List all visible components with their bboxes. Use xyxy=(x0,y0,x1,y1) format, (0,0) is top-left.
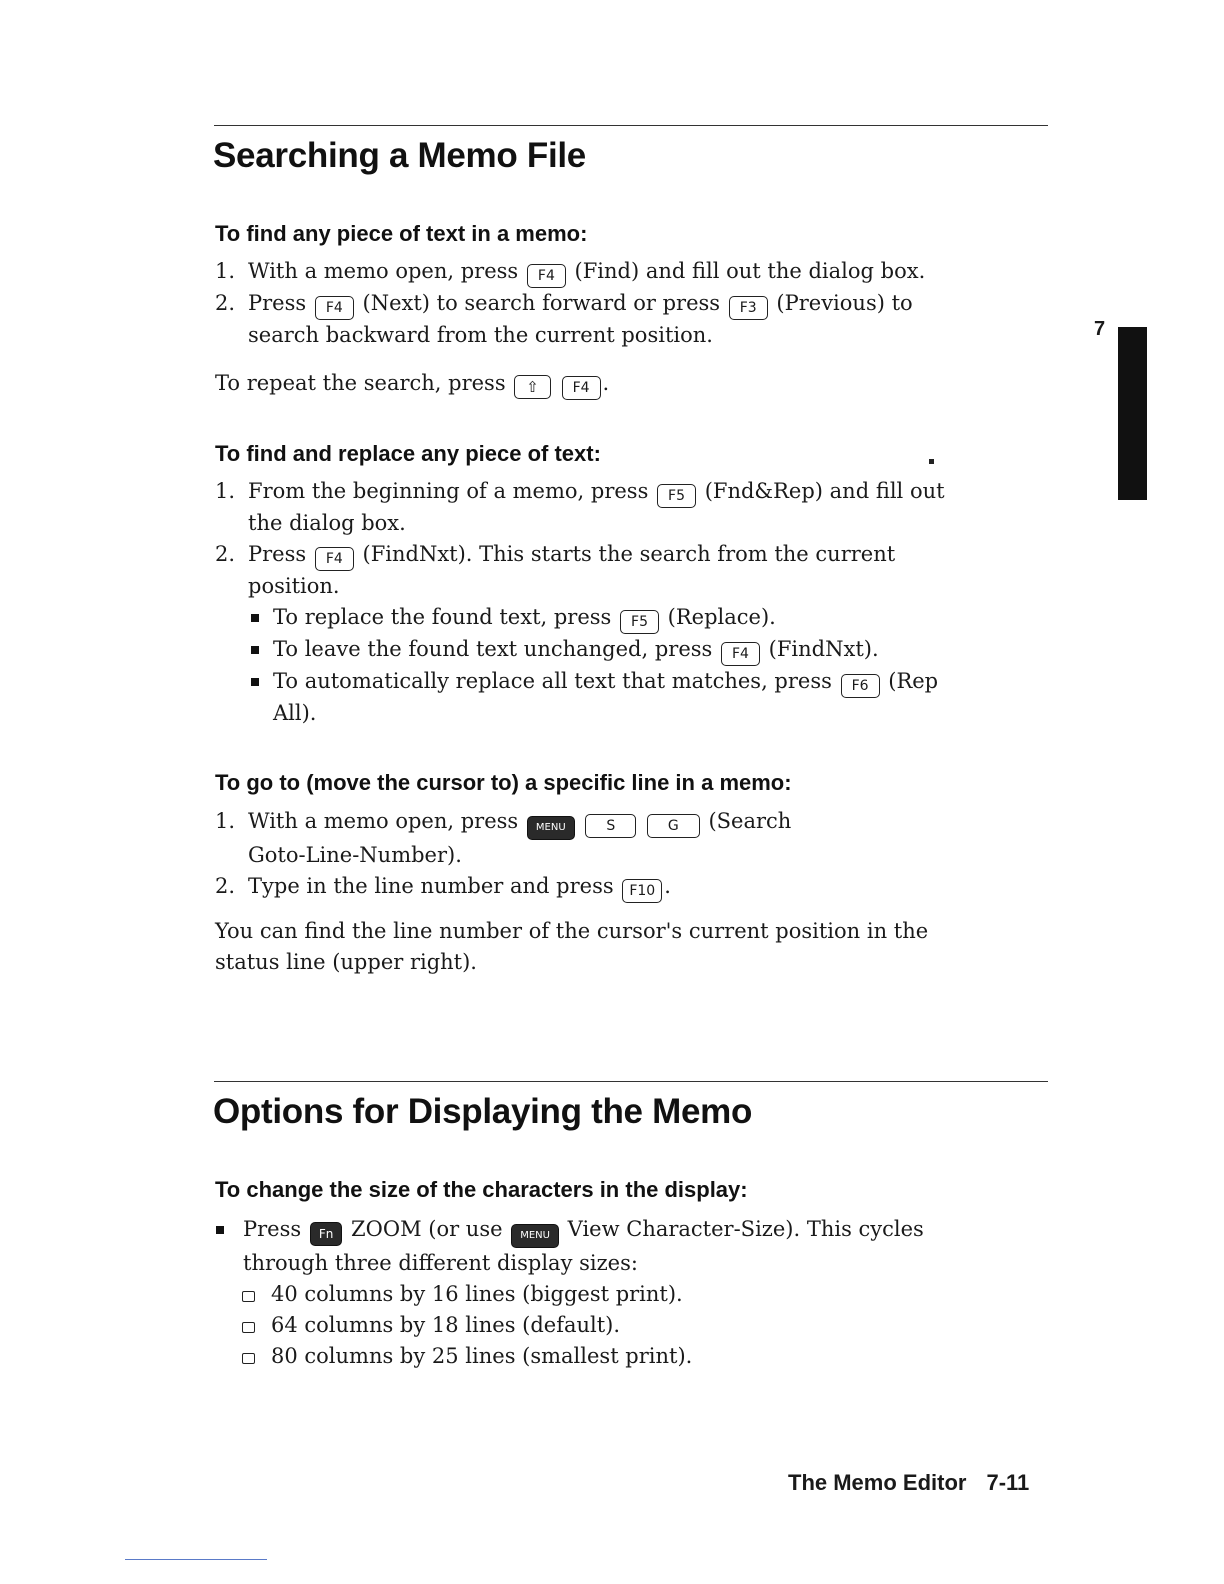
menu-key: MENU xyxy=(511,1224,559,1248)
replace-bullet-1 xyxy=(215,602,1035,634)
step-text: search backward from the current position. xyxy=(248,323,713,347)
replace-bullet-2 xyxy=(215,634,1035,666)
step-end: . xyxy=(664,874,671,898)
goto-steps xyxy=(215,806,1035,903)
menu-key: MENU xyxy=(527,816,575,840)
replace-bullet-3 xyxy=(215,666,1035,698)
step-text: (FindNxt). This starts the search from the current xyxy=(362,542,896,566)
step-number: 1. xyxy=(215,259,236,283)
checkbox-icon xyxy=(242,1353,255,1364)
bullet-text: To leave the found text unchanged, press xyxy=(273,637,713,661)
step-text: (Search xyxy=(708,809,792,833)
subheading-replace: To find and replace any piece of text: xyxy=(215,441,601,466)
f4-key: F4 xyxy=(562,376,601,400)
size-option-text: 40 columns by 16 lines (biggest print). xyxy=(271,1282,683,1306)
step-text: the dialog box. xyxy=(248,511,406,535)
section-title-options: Options for Displaying the Memo xyxy=(213,1092,753,1131)
footer-chapter: The Memo Editor xyxy=(788,1470,967,1495)
shift-key-icon: ⇧ xyxy=(514,375,551,399)
f4-key: F4 xyxy=(315,547,354,571)
subheading-size: To change the size of the characters in the display: xyxy=(215,1177,748,1202)
replace-steps xyxy=(215,476,1035,729)
step-number: 1. xyxy=(215,809,236,833)
f3-key: F3 xyxy=(729,296,768,320)
bullet-square-icon xyxy=(251,646,259,654)
step-text: With a memo open, press xyxy=(248,809,519,833)
section-tab-number: 7 xyxy=(1094,318,1106,340)
size-option xyxy=(215,1341,1035,1372)
f5-key: F5 xyxy=(657,484,696,508)
bullet-text: through three different display sizes: xyxy=(243,1251,638,1275)
repeat-text: To repeat the search, press xyxy=(215,371,506,395)
section-title-searching: Searching a Memo File xyxy=(213,136,586,175)
size-list xyxy=(215,1214,1035,1372)
replace-bullet-3-cont xyxy=(215,698,1035,729)
g-key: G xyxy=(647,814,700,838)
bullet-text: To replace the found text, press xyxy=(273,605,612,629)
stray-dot xyxy=(929,459,934,464)
f4-key: F4 xyxy=(527,264,566,288)
goto-step-1-cont xyxy=(215,840,1035,871)
f4-key: F4 xyxy=(315,296,354,320)
step-text: (Previous) to xyxy=(776,291,913,315)
bullet-text: (FindNxt). xyxy=(768,637,879,661)
fn-key: Fn xyxy=(310,1222,343,1246)
replace-step-1-cont xyxy=(215,508,1035,539)
find-step-1 xyxy=(215,256,1035,288)
note-line-1: You can find the line number of the cursor's current position in the xyxy=(215,919,929,943)
bullet-text: (Replace). xyxy=(667,605,776,629)
size-bullet-cont xyxy=(215,1248,1035,1279)
section-rule-top xyxy=(214,125,1048,126)
bullet-text: ZOOM (or use xyxy=(351,1217,503,1241)
subheading-find: To find any piece of text in a memo: xyxy=(215,221,588,246)
goto-step-2 xyxy=(215,871,1035,903)
bullet-text: Press xyxy=(243,1217,302,1241)
step-text: With a memo open, press xyxy=(248,259,519,283)
f10-key: F10 xyxy=(622,879,662,903)
step-number: 2. xyxy=(215,874,236,898)
step-text: Press xyxy=(248,542,307,566)
step-text: (Fnd&Rep) and fill out xyxy=(704,479,945,503)
size-option-text: 64 columns by 18 lines (default). xyxy=(271,1313,621,1337)
size-option xyxy=(215,1279,1035,1310)
repeat-search xyxy=(215,368,1035,400)
find-step-2-cont xyxy=(215,320,1035,351)
bullet-square-icon xyxy=(251,678,259,686)
step-number: 2. xyxy=(215,291,236,315)
f4-key: F4 xyxy=(721,642,760,666)
step-text: Type in the line number and press xyxy=(248,874,614,898)
bullet-square-icon xyxy=(251,614,259,622)
step-text: Press xyxy=(248,291,307,315)
note-line-2: status line (upper right). xyxy=(215,950,477,974)
s-key: S xyxy=(585,814,636,838)
replace-step-2-cont xyxy=(215,571,1035,602)
replace-step-2 xyxy=(215,539,1035,571)
bullet-text: View Character-Size). This cycles xyxy=(567,1217,924,1241)
step-text: position. xyxy=(248,574,340,598)
step-text: (Find) and fill out the dialog box. xyxy=(574,259,926,283)
f6-key: F6 xyxy=(841,674,880,698)
bullet-text: To automatically replace all text that matches, press xyxy=(273,669,832,693)
size-option-text: 80 columns by 25 lines (smallest print). xyxy=(271,1344,693,1368)
step-number: 2. xyxy=(215,542,236,566)
size-option xyxy=(215,1310,1035,1341)
find-steps xyxy=(215,256,1035,351)
find-step-2 xyxy=(215,288,1035,320)
repeat-line xyxy=(215,368,1035,400)
section-rule-options xyxy=(214,1081,1048,1082)
step-text: Goto-Line-Number). xyxy=(248,843,462,867)
step-text: From the beginning of a memo, press xyxy=(248,479,649,503)
step-number: 1. xyxy=(215,479,236,503)
bullet-text: (Rep xyxy=(888,669,939,693)
checkbox-icon xyxy=(242,1322,255,1333)
bullet-text: All). xyxy=(273,701,317,725)
step-text: (Next) to search forward or press xyxy=(362,291,721,315)
scan-edge-line xyxy=(125,1559,267,1560)
checkbox-icon xyxy=(242,1291,255,1302)
footer-page-number: 7-11 xyxy=(986,1470,1030,1495)
page-footer xyxy=(788,1470,1029,1496)
size-bullet xyxy=(215,1214,1035,1248)
repeat-end: . xyxy=(602,371,610,395)
bullet-square-icon xyxy=(216,1226,224,1234)
f5-key: F5 xyxy=(620,610,659,634)
replace-step-1 xyxy=(215,476,1035,508)
section-tab-bar xyxy=(1118,327,1147,500)
goto-step-1 xyxy=(215,806,1035,840)
subheading-goto: To go to (move the cursor to) a specific line in a memo: xyxy=(215,770,792,795)
goto-note xyxy=(215,916,1035,978)
